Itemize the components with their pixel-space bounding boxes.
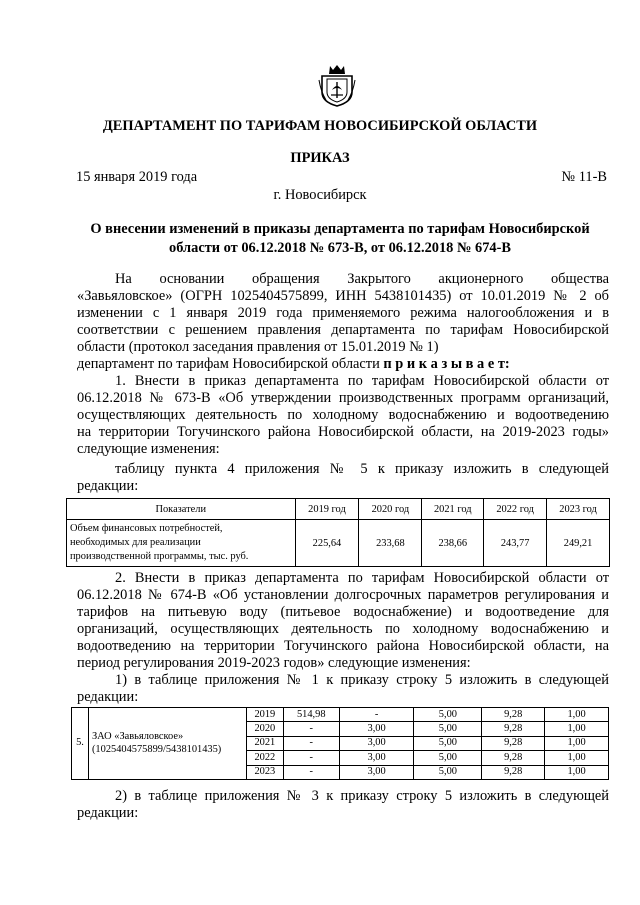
value-cell: 5,00 [414, 708, 482, 722]
value-cell: 5,00 [414, 722, 482, 736]
value-cell: 249,21 [547, 520, 610, 567]
text-line: редакции: [77, 805, 139, 821]
value-cell: 1,00 [545, 751, 609, 765]
text-line: 1. Внести в приказ департамента по тарифам Новосибирской области от [115, 373, 609, 389]
text-line: 06.12.2018 № 673-В «Об утверждении производственных программ организаций, [77, 390, 609, 406]
indicator-line: необходимых для реализации [70, 537, 201, 548]
year-cell: 2021 [246, 736, 283, 750]
text-line: «Завьяловское» (ОГРН 1025404575899, ИНН 5438101435) от 10.01.2019 № 2 об [77, 288, 609, 304]
table-header-cell: 2019 год [295, 499, 359, 520]
decree-line [77, 356, 609, 373]
table-header-cell: 2023 год [547, 499, 610, 520]
year-cell: 2020 [246, 722, 283, 736]
text-line: соответствии с решением правления департамента по тарифам Новосибирской [77, 322, 609, 338]
organization-cell [88, 708, 246, 780]
value-cell: 9,28 [482, 736, 545, 750]
order-city: г. Новосибирск [273, 187, 367, 203]
value-cell: 9,28 [482, 722, 545, 736]
table-header-row [67, 499, 610, 520]
value-cell: 5,00 [414, 765, 482, 779]
table-row [72, 708, 609, 722]
text-line: следующие изменения: [77, 441, 220, 457]
value-cell: 1,00 [545, 765, 609, 779]
value-cell: 3,00 [339, 736, 414, 750]
order-heading [70, 220, 610, 258]
row-number-cell: 5. [72, 708, 89, 780]
indicator-line: производственной программы, тыс. руб. [70, 551, 249, 562]
table-row [67, 520, 610, 567]
text-line: 1) в таблице приложения № 1 к приказу строку 5 изложить в следующей [115, 672, 609, 688]
value-cell: 243,77 [484, 520, 547, 567]
value-cell: 514,98 [283, 708, 339, 722]
value-cell: 1,00 [545, 708, 609, 722]
text-line: 2. Внести в приказ департамента по тарифам Новосибирской области от [115, 570, 609, 586]
value-cell: 3,00 [339, 751, 414, 765]
value-cell: 225,64 [295, 520, 359, 567]
order-date: 15 января 2019 года [76, 169, 198, 185]
value-cell: 9,28 [482, 708, 545, 722]
value-cell: 1,00 [545, 722, 609, 736]
organization-ids: (1025404575899/5438101435) [91, 744, 222, 756]
value-cell: 5,00 [414, 736, 482, 750]
table-header-cell: 2020 год [359, 499, 422, 520]
tariff-parameters-table [71, 707, 609, 780]
table-header-cell: 2021 год [422, 499, 484, 520]
text-line: период регулирования 2019-2023 годов» следующие изменения: [77, 655, 471, 671]
organization-name: ЗАО «Завьяловское» [91, 731, 184, 743]
financial-needs-table [66, 498, 610, 567]
text-line: 06.12.2018 № 674-В «Об установлении долгосрочных параметров регулирования и [77, 587, 609, 603]
value-cell: 3,00 [339, 722, 414, 736]
indicator-line: Объем финансовых потребностей, [70, 523, 223, 534]
decree-lead: департамент по тарифам Новосибирской области [77, 356, 380, 372]
indicator-cell [67, 520, 296, 567]
value-cell: 233,68 [359, 520, 422, 567]
text-line: 2) в таблице приложения № 3 к приказу строку 5 изложить в следующей [115, 788, 609, 804]
text-line: организаций, осуществляющих деятельность по холодному водоснабжению и [77, 621, 609, 637]
text-line: водоотведению на территории Тогучинского района Новосибирской области, на [77, 638, 609, 654]
text-line: редакции: [77, 689, 139, 705]
text-line: На основании обращения Закрытого акционерного общества [115, 271, 609, 287]
order-number: № 11-В [561, 169, 607, 185]
decree-word: п р и к а з ы в а е т: [383, 356, 510, 372]
text-line: тарифов на питьевую воду (питьевое водоснабжение) и водоотведение для [77, 604, 609, 620]
value-cell: 1,00 [545, 736, 609, 750]
value-cell: 3,00 [339, 765, 414, 779]
coat-of-arms-icon [318, 62, 356, 108]
value-cell: 9,28 [482, 765, 545, 779]
value-cell: - [283, 765, 339, 779]
table-header-cell: 2022 год [484, 499, 547, 520]
value-cell: - [283, 736, 339, 750]
year-cell: 2022 [246, 751, 283, 765]
value-cell: - [283, 722, 339, 736]
heading-line: области от 06.12.2018 № 673-В, от 06.12.2018 № 674-В [169, 240, 511, 256]
text-line: таблицу пункта 4 приложения № 5 к приказу изложить в следующей [115, 461, 609, 477]
value-cell: 9,28 [482, 751, 545, 765]
text-line: редакции: [77, 478, 139, 494]
department-name: ДЕПАРТАМЕНТ ПО ТАРИФАМ НОВОСИБИРСКОЙ ОБЛАСТИ [102, 118, 538, 134]
text-line: изменении с 1 января 2019 года применяемого режима налогообложения и в [77, 305, 609, 321]
order-title: ПРИКАЗ [290, 150, 350, 166]
text-line: на территории Тогучинского района Новосибирской области, на 2019-2023 годы» [77, 424, 609, 440]
year-cell: 2019 [246, 708, 283, 722]
text-line: осуществляющих деятельность по холодному водоснабжению и водоотведению [77, 407, 609, 423]
value-cell: - [339, 708, 414, 722]
year-cell: 2023 [246, 765, 283, 779]
text-line: области (протокол заседания правления от 15.01.2019 № 1) [77, 339, 439, 355]
value-cell: 5,00 [414, 751, 482, 765]
table-header-cell: Показатели [67, 499, 296, 520]
value-cell: 238,66 [422, 520, 484, 567]
heading-line: О внесении изменений в приказы департамента по тарифам Новосибирской [90, 221, 590, 237]
value-cell: - [283, 751, 339, 765]
